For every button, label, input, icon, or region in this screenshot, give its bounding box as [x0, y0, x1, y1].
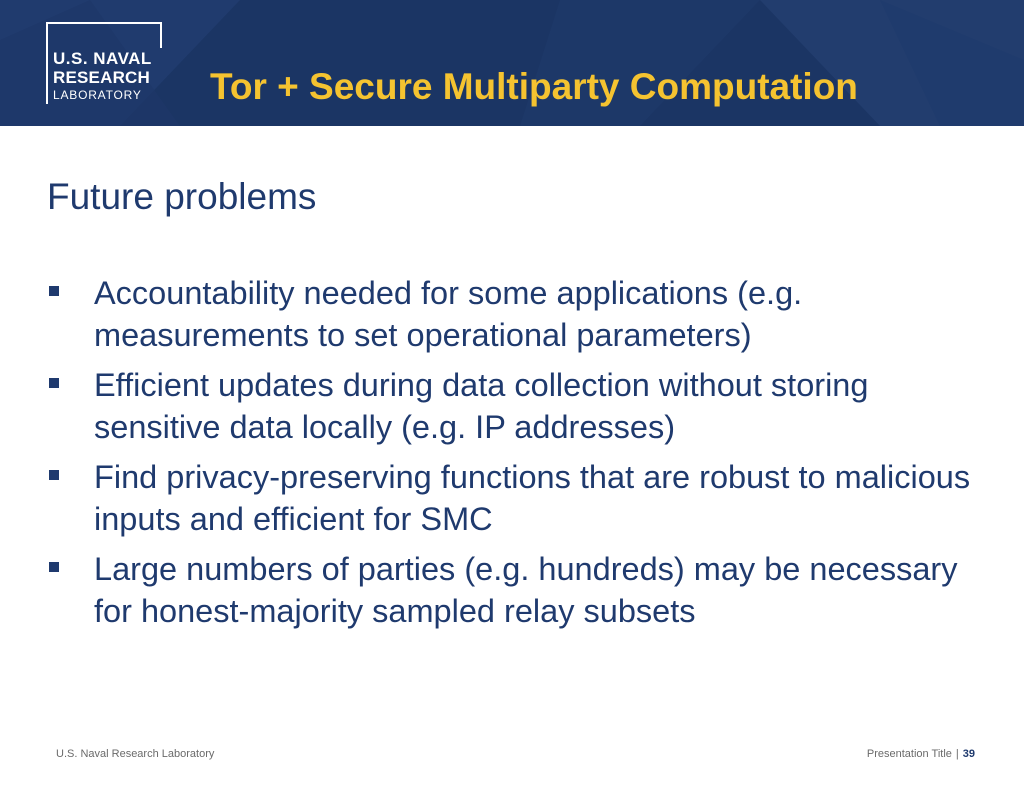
- footer-separator: |: [955, 748, 959, 760]
- logo-text-line1: U.S. NAVAL: [53, 49, 152, 68]
- slide-title: Tor + Secure Multiparty Computation: [210, 66, 858, 107]
- page-number: 39: [962, 748, 975, 760]
- square-bullet-icon: [49, 378, 59, 388]
- bullet-list: [0, 272, 1024, 640]
- square-bullet-icon: [49, 562, 59, 572]
- bullet-text: Accountability needed for some applications (e.g. measurements to set operational parameters): [94, 275, 803, 353]
- bullet-text: Efficient updates during data collection without storing sensitive data locally (e.g. IP addresses): [94, 367, 869, 445]
- bullet-item: [0, 272, 974, 356]
- bullet-item: [0, 456, 974, 540]
- footer-presentation-title: Presentation Title: [866, 748, 952, 760]
- logo-frame-right: [160, 22, 162, 48]
- bullet-item: [0, 548, 974, 632]
- bullet-text: Find privacy-preserving functions that are robust to malicious inputs and efficient for SMC: [94, 459, 971, 537]
- bullet-text: Large numbers of parties (e.g. hundreds) may be necessary for honest-majority sampled relay subsets: [94, 551, 958, 629]
- footer-organization: U.S. Naval Research Laboratory: [56, 748, 215, 760]
- slide-subtitle: Future problems: [47, 176, 317, 217]
- logo-text-line2: RESEARCH: [53, 68, 151, 87]
- bullet-item: [0, 364, 974, 448]
- footer-right: [867, 748, 975, 760]
- nrl-logo: [46, 22, 162, 104]
- square-bullet-icon: [49, 470, 59, 480]
- slide-header: [0, 0, 1024, 126]
- square-bullet-icon: [49, 286, 59, 296]
- logo-text-line3: LABORATORY: [53, 88, 142, 102]
